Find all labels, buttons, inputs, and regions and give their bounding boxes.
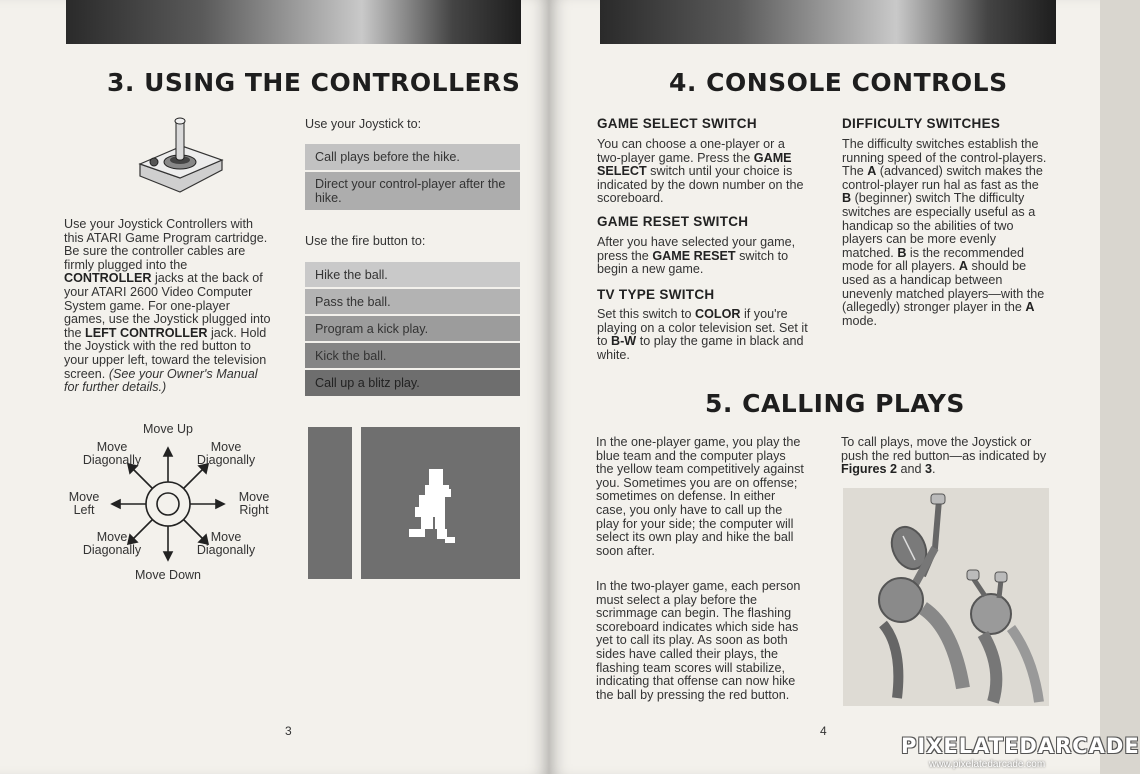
controllers-intro: Use your Joystick Controllers with this ATARI Game Program cartridge. Be sure the controller cables are firmly plugged into the CONTROLLER jacks at the back of your ATARI 2600 Video Computer System game. For one-player games, use the Joystick plugged into the LEFT CONTROLLER jack. Hold the Joystick with the red button to your upper left, toward the television screen. (See your Owner's Manual for further details.) [64,217,271,395]
header-bar [600,0,1056,44]
joystick-item: Direct your control-player after the hike. [305,172,520,210]
fire-button-label: Use the fire button to: [305,234,426,248]
section-heading-calling: 5. CALLING PLAYS [705,389,965,418]
label-move-up: Move Up [142,422,194,436]
joystick-icon [132,116,228,196]
game-reset-title: GAME RESET SWITCH [597,214,749,229]
joystick-label: Use your Joystick to: [305,117,422,131]
calling-instructions-text: To call plays, move the Joystick or push the red button—as indicated by Figures 2 and 3. [841,435,1047,477]
pixel-player-icon [361,427,520,579]
section-heading-controllers: 3. USING THE CONTROLLERS [107,68,521,97]
tv-type-title: TV TYPE SWITCH [597,287,715,302]
football-illustration [843,488,1049,706]
joystick-item: Call plays before the hike. [305,144,520,170]
page-number-right: 4 [820,724,827,738]
watermark-brand: PIXELATEDARCADE [901,734,1140,758]
label-move-right: Move Right [238,490,270,517]
header-bar [66,0,521,44]
right-page [549,0,1140,774]
label-diag-down-right: Move Diagonally [196,530,256,557]
label-diag-up-left: Move Diagonally [82,440,142,467]
left-page [0,0,549,774]
game-screen-panel [361,427,520,579]
difficulty-title: DIFFICULTY SWITCHES [842,116,1001,131]
section-heading-console: 4. CONSOLE CONTROLS [669,68,1008,97]
fire-item: Call up a blitz play. [305,370,520,396]
label-diag-down-left: Move Diagonally [82,530,142,557]
owners-manual-note: (See your Owner's Manual for further details.) [64,366,258,395]
fire-item: Pass the ball. [305,289,520,314]
difficulty-text: The difficulty switches establish the running speed of the control-players. The A (advanced) switch makes the control-player run hal as fast as the B (beginner) switch The difficulty switches are especially useful as a handicap so the abilities of two players can be more evenly matched. B is the recommended mode for all players. A should be used as a handicap between unevenly matched players—with the (allegedly) stronger player in the A mode. [842,137,1047,328]
game-reset-text: After you have selected your game, press the GAME RESET switch to begin a new game. [597,235,796,277]
label-diag-up-right: Move Diagonally [196,440,256,467]
watermark-url: www.pixelatedarcade.com [929,759,1046,770]
tv-type-text: Set this switch to COLOR if you're playing on a color television set. Set it to B-W to play the game in black and white. [597,307,808,362]
label-move-left: Move Left [68,490,100,517]
game-select-title: GAME SELECT SWITCH [597,116,757,131]
label-move-down: Move Down [135,568,201,582]
fire-item: Hike the ball. [305,262,520,287]
fire-item: Kick the ball. [305,343,520,368]
fire-item: Program a kick play. [305,316,520,341]
calling-one-player-text: In the one-player game, you play the blue team and the computer plays the yellow team competitively against you. Sometimes you are on offense; sometimes on defense. In either case, you only have to call up the play for your side; the computer will select its own play and hike the ball soon after. [596,435,804,558]
football-players-sketch [843,488,1049,706]
field-sideline-panel [308,427,352,579]
page-number-left: 3 [285,724,292,738]
game-select-text: You can choose a one-player or a two-player game. Press the GAME SELECT switch until your choice is indicated by the down number on the scoreboard. [597,137,804,206]
calling-two-player-text: In the two-player game, each person must select a play before the scrimmage can begin. The flashing scoreboard indicates which side has yet to call its play. As soon as both sides have called their plays, the flashing team scores will stabilize, indicating that offense can now hike the ball by pressing the red button. [596,579,801,702]
